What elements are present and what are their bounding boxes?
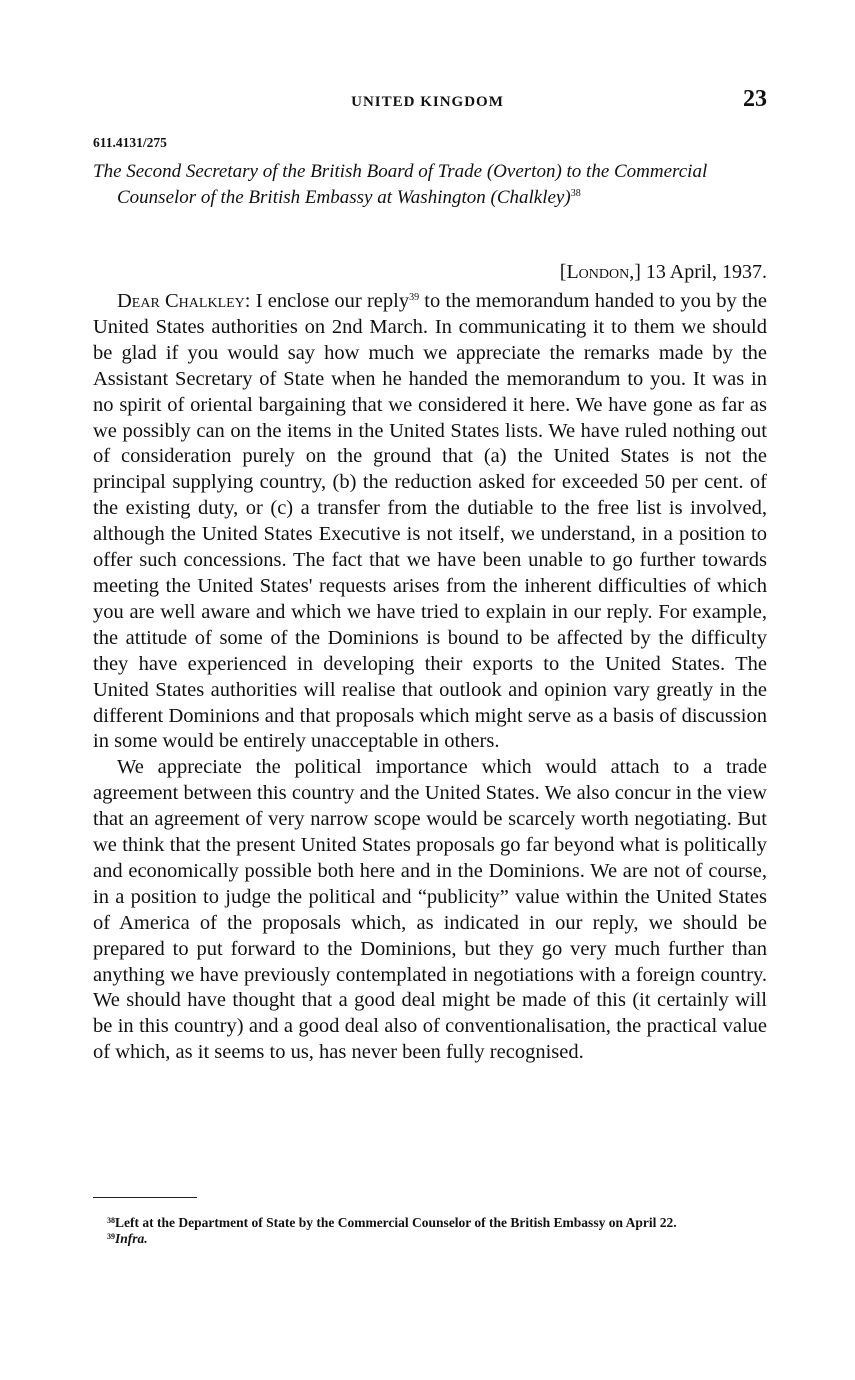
dateline-place: [London,] <box>559 261 641 283</box>
heading-footnote-ref: 38 <box>570 188 581 199</box>
dateline-date: 13 April, 1937. <box>645 261 767 283</box>
page-number: 23 <box>743 86 767 112</box>
running-header: UNITED KINGDOM <box>351 94 504 110</box>
file-number: 611.4131/275 <box>93 135 167 150</box>
document-heading <box>93 159 767 211</box>
footnotes <box>93 1215 767 1247</box>
footnote-text: Infra. <box>115 1231 148 1246</box>
footnote-text: Left at the Department of State by the Commercial Counselor of the British Embassy on April 22. <box>115 1215 677 1230</box>
footnote-marker: 39 <box>107 1232 115 1241</box>
paragraph-1-text: to the memorandum handed to you by the United States authorities on 2nd March. In communicating it to them we should be glad if you would say how much we appreciate the remarks made by the Assistant Secretary of State when he handed the memorandum to you. It was in no spirit of oriental bargaining that we considered it here. We have gone as far as we possibly can on the items in the United States lists. We have ruled nothing out of consideration purely on the ground that (a) the United States is not the principal supplying country, (b) the reduction asked for exceeded 50 per cent. of the existing duty, or (c) a transfer from the dutiable to the free list is involved, although the United States Executive is not itself, we understand, in a position to offer such concessions. The fact that we have been unable to go further towards meeting the United States' requests arises from the inherent difficulties of which you are well aware and which we have tried to explain in our reply. For example, the attitude of some of the Dominions is bound to be affected by the difficulty they have experienced in developing their exports to the United States. The United States authorities will realise that outlook and opinion vary greatly in the different Dominions and that proposals which might serve as a basis of discussion in some would be entirely unacceptable in others. <box>93 290 768 753</box>
footnote-marker: 38 <box>107 1216 115 1225</box>
footnote-38 <box>93 1215 767 1231</box>
heading-text: The Second Secretary of the British Board of Trade (Overton) to the Commercial Counselor of the British Embassy at Washington (Chalkley) <box>93 161 708 208</box>
paragraph-1 <box>93 289 767 755</box>
paragraph-2: We appreciate the political importance which would attach to a trade agreement between this country and the United States. We also concur in the view that an agreement of very narrow scope would be scarcely worth negotiating. But we think that the present United States proposals go far beyond what is politically and economically possible both here and in the Dominions. We are not of course, in a position to judge the political and “publicity” value within the United States of America of the proposals which, as indicated in our reply, we should be prepared to put forward to the Dominions, but they go very much further than anything we have previously contemplated in negotiations with a foreign country. We should have thought that a good deal might be made of this (it certainly will be in this country) and a good deal also of conventionalisation, the practical value of which, as it seems to us, has never been fully recognised. <box>93 756 767 1064</box>
paragraph-1-lead: I enclose our reply <box>255 290 410 312</box>
dateline <box>93 261 767 284</box>
footnote-39 <box>93 1231 767 1247</box>
reply-footnote-ref: 39 <box>409 292 420 303</box>
footnote-divider <box>93 1197 197 1198</box>
salutation: Dear Chalkley: <box>117 290 251 312</box>
letter-body <box>93 289 767 1066</box>
